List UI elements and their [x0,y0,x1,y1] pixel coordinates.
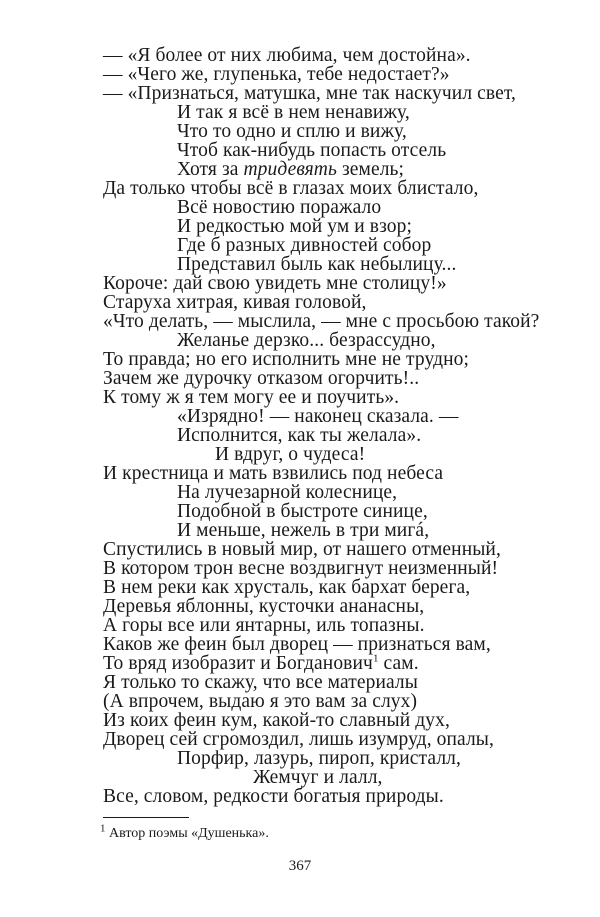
poem-line: И так я всё в нем ненавижу, [177,102,410,123]
poem-line: Что то одно и сплю и вижу, [177,121,407,142]
poem-line: Дворец сей сгромоздил, лишь изумруд, опалы, [103,729,494,750]
poem-line: И крестница и мать взвились под небеса [103,463,444,484]
footnote [100,822,269,842]
poem-line: — «Признаться, матушка, мне так наскучил свет, [103,83,516,104]
poem-line: Спустились в новый мир, от нашего отменный, [103,539,501,560]
emphasized-word: тридевять [243,159,337,180]
poem-line: Короче: дай свою увидеть мне столицу!» [103,273,447,294]
poem-line: Из коих феин кум, какой-то славный дух, [103,710,450,731]
poem-line: Я только то скажу, что все материалы [103,672,418,693]
poem-line: «Изрядно! — наконец сказала. — [177,406,459,427]
poem-line: На лучезарной колеснице, [177,482,398,503]
page-number: 367 [288,858,312,874]
poem-line: Порфир, лазурь, пироп, кристалл, [177,748,461,769]
poem-line: Где б разных дивностей собор [177,235,432,256]
poem-line: — «Я более от них любима, чем достойна». [103,45,471,66]
poem-line: Желанье дерзко... безрассудно, [177,330,436,351]
poem-line: И редкостью мой ум и взор; [177,216,412,237]
poem-line: «Что делать, — мыслила, — мне с просьбою такой? [103,311,540,332]
poem-line: Подобной в быстроте синице, [177,501,428,522]
poem-line: То правда; но его исполнить мне не трудно; [103,349,470,370]
poem-line: И вдруг, о чудеса! [215,444,366,465]
poem-line: Зачем же дурочку отказом огорчить!.. [103,368,420,389]
poem-line: Да только чтобы всё в глазах моих блистало, [103,178,479,199]
poem-line: Старуха хитрая, кивая головой, [103,292,367,313]
poem-line: Деревья яблонны, кусточки ананасны, [103,596,425,617]
poem-line: Жемчуг и лалл, [253,767,383,788]
poem-line: Всё новостию поражало [177,197,382,218]
poem-line: — «Чего же, глупенька, тебе недостает?» [103,64,450,85]
poem-line: Каков же феин был дворец — признаться вам, [103,634,491,655]
footnote-mark: 1 [100,822,106,835]
footnote-text: Автор поэмы «Душенька». [105,826,269,841]
poem-line: Исполнится, как ты желала». [177,425,422,446]
footnote-divider [103,817,189,818]
poem-line: К тому ж я тем могу ее и поучить». [103,387,400,408]
poem-line: Хотя за тридевять земель; [177,159,405,180]
poem-line: Представил быль как небылицу... [177,254,457,275]
poem-line: (А впрочем, выдаю я это вам за слух) [103,691,418,712]
poem-line: В котором трон весне воздвигнут неизменный! [103,558,499,579]
poem-line: Все, словом, редкости богатыя природы. [103,786,444,807]
poem-line: А горы все или янтарны, иль топазны. [103,615,425,636]
footnote-reference[interactable]: 1 [372,652,379,665]
poem-line: Чтоб как-нибудь попасть отсель [177,140,447,161]
poem-line: То вряд изобразит и Богданович$^1$ сам. [103,652,419,674]
poem-line: В нем реки как хрусталь, как бархат берега, [103,577,471,598]
poem-line: И меньше, нежель в три мигá, [177,520,430,541]
